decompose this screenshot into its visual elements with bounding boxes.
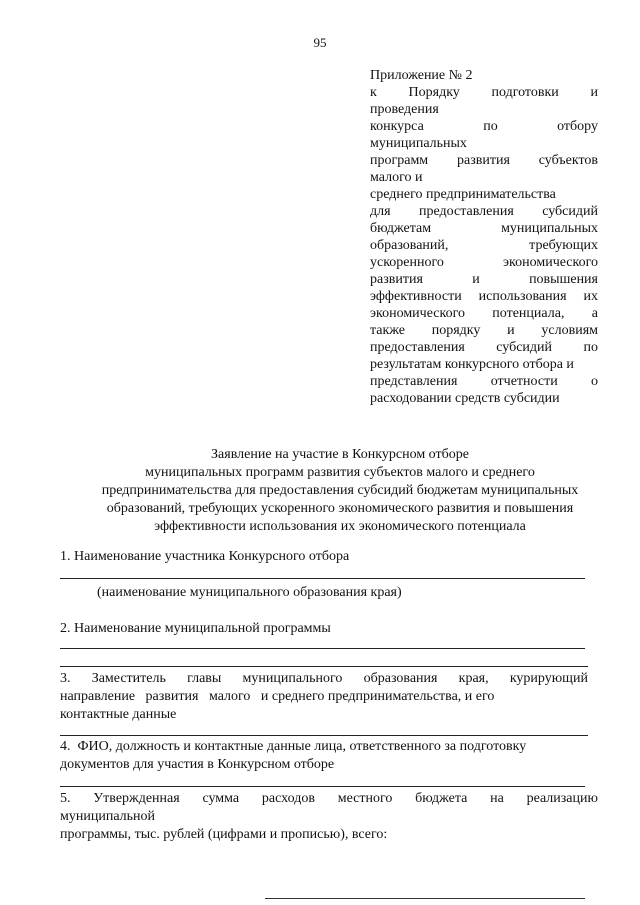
section-3-line	[60, 670, 588, 687]
word: повышения	[529, 272, 598, 287]
word: о	[591, 374, 598, 389]
word: развития	[457, 153, 510, 168]
appendix-line: среднего предпринимательства	[370, 187, 556, 202]
word: субсидий	[542, 204, 598, 219]
word: главы	[187, 671, 222, 686]
title-line: эффективности использования их экономического потенциала	[154, 519, 526, 534]
word: требующих	[529, 238, 598, 253]
word: программ	[370, 153, 429, 168]
fill-line[interactable]	[60, 786, 585, 787]
word: расходов	[261, 791, 315, 806]
bottom-rule	[265, 898, 585, 899]
word: образования	[363, 671, 438, 686]
word: муниципального	[242, 671, 343, 686]
word: и	[590, 85, 598, 100]
word: развития	[370, 272, 423, 287]
section-4-line: документов для участия в Конкурсном отборе	[60, 757, 335, 772]
appendix-line: результатам конкурсного отбора и	[370, 357, 574, 372]
word: 5.	[60, 791, 71, 806]
appendix-line: расходовании средств субсидии	[370, 391, 560, 406]
appendix-line: муниципальных	[370, 136, 467, 151]
word: муниципальных	[501, 221, 598, 236]
word: а	[591, 306, 598, 321]
document-title	[40, 446, 640, 536]
appendix-line	[370, 339, 598, 356]
word: условиям	[541, 323, 598, 338]
appendix-line	[370, 118, 598, 135]
title-line: образований, требующих ускоренного экономического развития и повышения	[106, 501, 574, 516]
word: подготовки	[491, 85, 559, 100]
word: местного	[337, 791, 393, 806]
word: конкурса	[370, 119, 424, 134]
appendix-line	[370, 322, 598, 339]
appendix-line: Приложение № 2	[370, 68, 473, 83]
section-5-line: муниципальной	[60, 809, 156, 824]
word: 3.	[60, 671, 71, 686]
word: эффективности	[370, 289, 462, 304]
word: субсидий	[496, 340, 553, 355]
appendix-line	[370, 305, 598, 322]
word: и	[507, 323, 515, 338]
appendix-line	[370, 84, 598, 101]
appendix-line	[370, 203, 598, 220]
word: реализацию	[526, 791, 598, 806]
word: предоставления	[419, 204, 514, 219]
word: Порядку	[408, 85, 460, 100]
word: к	[370, 85, 377, 100]
word: отчетности	[490, 374, 558, 389]
word: использования	[478, 289, 567, 304]
title-line: предпринимательства для предоставления субсидий бюджетам муниципальных	[101, 483, 579, 498]
appendix-header	[370, 67, 598, 407]
fill-line[interactable]	[60, 666, 588, 667]
section-3-line: направление развития малого и среднего предпринимательства, и его	[60, 689, 495, 704]
word: потенциала,	[492, 306, 565, 321]
appendix-line	[370, 152, 598, 169]
word: представления	[370, 374, 458, 389]
word: по	[483, 119, 498, 134]
word: образований,	[370, 238, 449, 253]
fill-line[interactable]	[60, 735, 588, 736]
word: бюджета	[415, 791, 468, 806]
word: Заместитель	[91, 671, 166, 686]
appendix-line: проведения	[370, 102, 439, 117]
word: края,	[458, 671, 489, 686]
word: курирующий	[509, 671, 588, 686]
appendix-line	[370, 237, 598, 254]
fill-line[interactable]	[60, 578, 585, 579]
section-2-label: 2. Наименование муниципальной программы	[60, 621, 331, 636]
section-5-line	[60, 790, 598, 807]
fill-line[interactable]	[60, 648, 585, 649]
title-line: муниципальных программ развития субъектов малого и среднего	[145, 465, 535, 480]
word: отбору	[557, 119, 598, 134]
section-4-line: 4. ФИО, должность и контактные данные лица, ответственного за подготовку	[60, 739, 527, 754]
section-5-line: программы, тыс. рублей (цифрами и прописью), всего:	[60, 827, 388, 842]
page-number: 95	[313, 35, 327, 50]
word: также	[370, 323, 406, 338]
word: сумма	[202, 791, 240, 806]
word: Утвержденная	[93, 791, 180, 806]
title-line: Заявление на участие в Конкурсном отборе	[211, 447, 469, 462]
word: для	[370, 204, 391, 219]
word: по	[583, 340, 598, 355]
section-3-line: контактные данные	[60, 707, 177, 722]
word: экономического	[370, 306, 465, 321]
word: на	[490, 791, 504, 806]
word: субъектов	[538, 153, 598, 168]
appendix-line	[370, 373, 598, 390]
section-1-label: 1. Наименование участника Конкурсного отбора	[60, 549, 350, 564]
word: их	[583, 289, 598, 304]
appendix-line	[370, 271, 598, 288]
word: экономического	[503, 255, 598, 270]
word: ускоренного	[370, 255, 444, 270]
appendix-line: малого и	[370, 170, 423, 185]
word: бюджетам	[370, 221, 432, 236]
section-1-hint: (наименование муниципального образования края)	[97, 585, 402, 600]
word: предоставления	[370, 340, 465, 355]
word: порядку	[431, 323, 481, 338]
appendix-line	[370, 220, 598, 237]
appendix-line	[370, 288, 598, 305]
appendix-line	[370, 254, 598, 271]
word: и	[472, 272, 480, 287]
